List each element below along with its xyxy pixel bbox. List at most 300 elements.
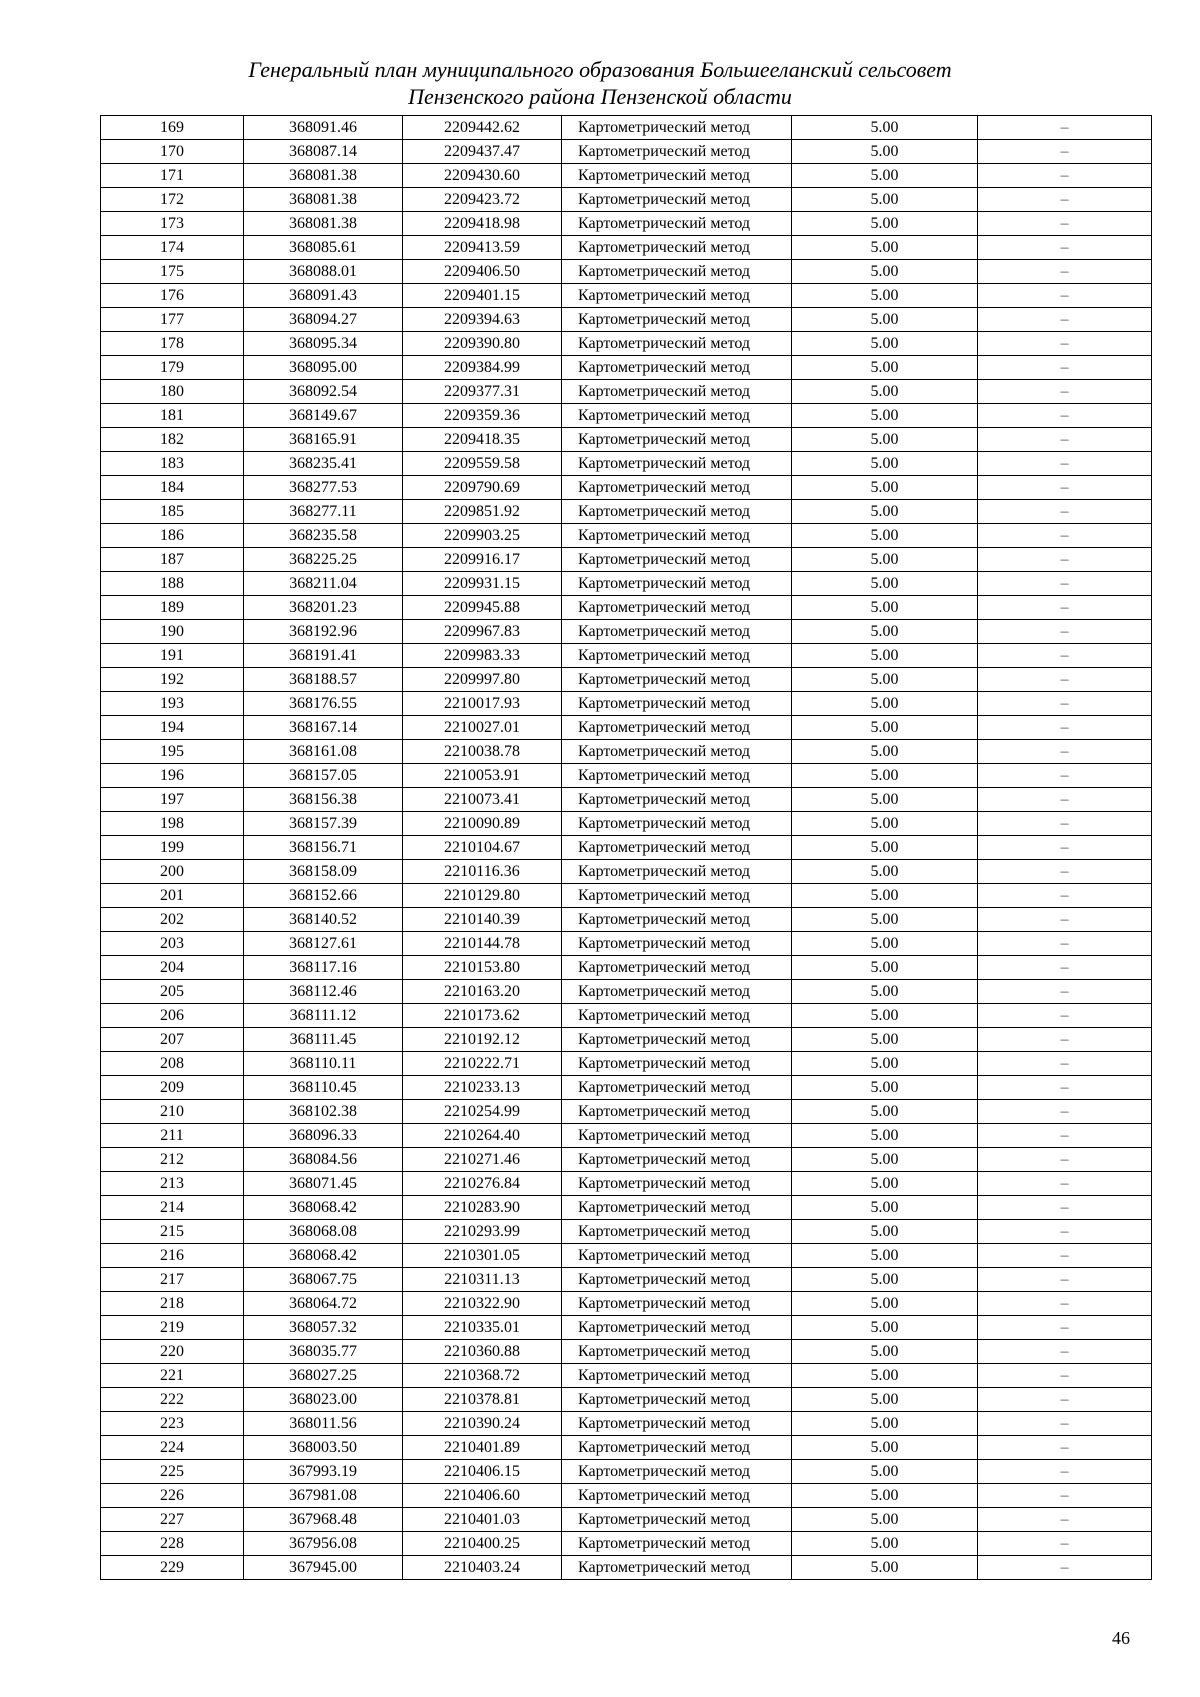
table-row [101, 932, 1152, 956]
accuracy-cell: 5.00 [792, 908, 978, 932]
x-coordinate-cell: 368149.67 [244, 404, 403, 428]
accuracy-cell: 5.00 [792, 1460, 978, 1484]
point-number-cell: 193 [101, 692, 244, 716]
table-row [101, 740, 1152, 764]
x-coordinate-cell: 368140.52 [244, 908, 403, 932]
y-coordinate-cell: 2210222.71 [403, 1052, 562, 1076]
accuracy-cell: 5.00 [792, 1028, 978, 1052]
table-row [101, 1556, 1152, 1580]
note-cell: – [978, 500, 1152, 524]
point-number-cell: 201 [101, 884, 244, 908]
point-number-cell: 214 [101, 1196, 244, 1220]
point-number-cell: 208 [101, 1052, 244, 1076]
method-cell: Картометрический метод [562, 1388, 792, 1412]
note-cell: – [978, 284, 1152, 308]
method-cell: Картометрический метод [562, 644, 792, 668]
point-number-cell: 207 [101, 1028, 244, 1052]
note-cell: – [978, 812, 1152, 836]
table-row [101, 236, 1152, 260]
accuracy-cell: 5.00 [792, 1244, 978, 1268]
table-row [101, 908, 1152, 932]
x-coordinate-cell: 368027.25 [244, 1364, 403, 1388]
table-row [101, 1364, 1152, 1388]
y-coordinate-cell: 2210378.81 [403, 1388, 562, 1412]
note-cell: – [978, 1292, 1152, 1316]
x-coordinate-cell: 368111.12 [244, 1004, 403, 1028]
table-row [101, 1076, 1152, 1100]
accuracy-cell: 5.00 [792, 404, 978, 428]
point-number-cell: 180 [101, 380, 244, 404]
accuracy-cell: 5.00 [792, 260, 978, 284]
x-coordinate-cell: 368211.04 [244, 572, 403, 596]
accuracy-cell: 5.00 [792, 1052, 978, 1076]
accuracy-cell: 5.00 [792, 380, 978, 404]
accuracy-cell: 5.00 [792, 956, 978, 980]
note-cell: – [978, 1508, 1152, 1532]
note-cell: – [978, 860, 1152, 884]
method-cell: Картометрический метод [562, 596, 792, 620]
point-number-cell: 228 [101, 1532, 244, 1556]
method-cell: Картометрический метод [562, 188, 792, 212]
point-number-cell: 225 [101, 1460, 244, 1484]
table-row [101, 1052, 1152, 1076]
y-coordinate-cell: 2209559.58 [403, 452, 562, 476]
accuracy-cell: 5.00 [792, 1196, 978, 1220]
point-number-cell: 192 [101, 668, 244, 692]
note-cell: – [978, 956, 1152, 980]
accuracy-cell: 5.00 [792, 1316, 978, 1340]
x-coordinate-cell: 368111.45 [244, 1028, 403, 1052]
table-row [101, 644, 1152, 668]
table-row [101, 476, 1152, 500]
point-number-cell: 196 [101, 764, 244, 788]
point-number-cell: 227 [101, 1508, 244, 1532]
x-coordinate-cell: 368156.71 [244, 836, 403, 860]
x-coordinate-cell: 368068.42 [244, 1196, 403, 1220]
accuracy-cell: 5.00 [792, 1556, 978, 1580]
note-cell: – [978, 1556, 1152, 1580]
table-row [101, 812, 1152, 836]
table-row [101, 500, 1152, 524]
method-cell: Картометрический метод [562, 1316, 792, 1340]
accuracy-cell: 5.00 [792, 476, 978, 500]
note-cell: – [978, 1220, 1152, 1244]
point-number-cell: 179 [101, 356, 244, 380]
y-coordinate-cell: 2209423.72 [403, 188, 562, 212]
table-row [101, 260, 1152, 284]
y-coordinate-cell: 2210053.91 [403, 764, 562, 788]
accuracy-cell: 5.00 [792, 140, 978, 164]
table-row [101, 1316, 1152, 1340]
table-row [101, 692, 1152, 716]
x-coordinate-cell: 368176.55 [244, 692, 403, 716]
table-row [101, 308, 1152, 332]
point-number-cell: 212 [101, 1148, 244, 1172]
method-cell: Картометрический метод [562, 740, 792, 764]
method-cell: Картометрический метод [562, 620, 792, 644]
y-coordinate-cell: 2210401.89 [403, 1436, 562, 1460]
x-coordinate-cell: 368081.38 [244, 164, 403, 188]
method-cell: Картометрический метод [562, 1556, 792, 1580]
y-coordinate-cell: 2209430.60 [403, 164, 562, 188]
method-cell: Картометрический метод [562, 1364, 792, 1388]
y-coordinate-cell: 2210283.90 [403, 1196, 562, 1220]
x-coordinate-cell: 367981.08 [244, 1484, 403, 1508]
x-coordinate-cell: 367993.19 [244, 1460, 403, 1484]
point-number-cell: 206 [101, 1004, 244, 1028]
note-cell: – [978, 1436, 1152, 1460]
y-coordinate-cell: 2209390.80 [403, 332, 562, 356]
table-row [101, 1340, 1152, 1364]
method-cell: Картометрический метод [562, 860, 792, 884]
point-number-cell: 199 [101, 836, 244, 860]
accuracy-cell: 5.00 [792, 1436, 978, 1460]
note-cell: – [978, 692, 1152, 716]
accuracy-cell: 5.00 [792, 1004, 978, 1028]
table-row [101, 452, 1152, 476]
y-coordinate-cell: 2210335.01 [403, 1316, 562, 1340]
point-number-cell: 181 [101, 404, 244, 428]
method-cell: Картометрический метод [562, 1508, 792, 1532]
method-cell: Картометрический метод [562, 716, 792, 740]
method-cell: Картометрический метод [562, 1412, 792, 1436]
accuracy-cell: 5.00 [792, 284, 978, 308]
point-number-cell: 209 [101, 1076, 244, 1100]
note-cell: – [978, 1100, 1152, 1124]
point-number-cell: 189 [101, 596, 244, 620]
point-number-cell: 170 [101, 140, 244, 164]
note-cell: – [978, 236, 1152, 260]
y-coordinate-cell: 2209406.50 [403, 260, 562, 284]
x-coordinate-cell: 368277.53 [244, 476, 403, 500]
method-cell: Картометрический метод [562, 884, 792, 908]
point-number-cell: 188 [101, 572, 244, 596]
note-cell: – [978, 164, 1152, 188]
method-cell: Картометрический метод [562, 1460, 792, 1484]
y-coordinate-cell: 2209903.25 [403, 524, 562, 548]
point-number-cell: 213 [101, 1172, 244, 1196]
y-coordinate-cell: 2210090.89 [403, 812, 562, 836]
table-row [101, 1220, 1152, 1244]
table-row [101, 1268, 1152, 1292]
accuracy-cell: 5.00 [792, 836, 978, 860]
point-number-cell: 177 [101, 308, 244, 332]
accuracy-cell: 5.00 [792, 212, 978, 236]
point-number-cell: 215 [101, 1220, 244, 1244]
note-cell: – [978, 572, 1152, 596]
x-coordinate-cell: 368068.42 [244, 1244, 403, 1268]
accuracy-cell: 5.00 [792, 188, 978, 212]
y-coordinate-cell: 2210311.13 [403, 1268, 562, 1292]
note-cell: – [978, 548, 1152, 572]
point-number-cell: 187 [101, 548, 244, 572]
x-coordinate-cell: 368161.08 [244, 740, 403, 764]
y-coordinate-cell: 2210293.99 [403, 1220, 562, 1244]
point-number-cell: 223 [101, 1412, 244, 1436]
table-row [101, 1100, 1152, 1124]
point-number-cell: 218 [101, 1292, 244, 1316]
method-cell: Картометрический метод [562, 356, 792, 380]
note-cell: – [978, 1268, 1152, 1292]
point-number-cell: 203 [101, 932, 244, 956]
method-cell: Картометрический метод [562, 1148, 792, 1172]
note-cell: – [978, 1076, 1152, 1100]
point-number-cell: 185 [101, 500, 244, 524]
note-cell: – [978, 1532, 1152, 1556]
x-coordinate-cell: 368188.57 [244, 668, 403, 692]
point-number-cell: 171 [101, 164, 244, 188]
accuracy-cell: 5.00 [792, 1100, 978, 1124]
method-cell: Картометрический метод [562, 788, 792, 812]
table-row [101, 1196, 1152, 1220]
accuracy-cell: 5.00 [792, 236, 978, 260]
table-row [101, 332, 1152, 356]
method-cell: Картометрический метод [562, 1100, 792, 1124]
x-coordinate-cell: 368201.23 [244, 596, 403, 620]
note-cell: – [978, 428, 1152, 452]
accuracy-cell: 5.00 [792, 524, 978, 548]
note-cell: – [978, 332, 1152, 356]
table-row [101, 860, 1152, 884]
note-cell: – [978, 620, 1152, 644]
x-coordinate-cell: 368003.50 [244, 1436, 403, 1460]
y-coordinate-cell: 2209851.92 [403, 500, 562, 524]
table-row [101, 164, 1152, 188]
method-cell: Картометрический метод [562, 260, 792, 284]
y-coordinate-cell: 2209931.15 [403, 572, 562, 596]
accuracy-cell: 5.00 [792, 116, 978, 140]
point-number-cell: 205 [101, 980, 244, 1004]
y-coordinate-cell: 2209967.83 [403, 620, 562, 644]
accuracy-cell: 5.00 [792, 812, 978, 836]
x-coordinate-cell: 368011.56 [244, 1412, 403, 1436]
x-coordinate-cell: 368095.34 [244, 332, 403, 356]
point-number-cell: 204 [101, 956, 244, 980]
method-cell: Картометрический метод [562, 812, 792, 836]
y-coordinate-cell: 2209418.98 [403, 212, 562, 236]
x-coordinate-cell: 368096.33 [244, 1124, 403, 1148]
y-coordinate-cell: 2210192.12 [403, 1028, 562, 1052]
accuracy-cell: 5.00 [792, 884, 978, 908]
method-cell: Картометрический метод [562, 572, 792, 596]
x-coordinate-cell: 368158.09 [244, 860, 403, 884]
x-coordinate-cell: 368087.14 [244, 140, 403, 164]
accuracy-cell: 5.00 [792, 1388, 978, 1412]
note-cell: – [978, 404, 1152, 428]
y-coordinate-cell: 2209384.99 [403, 356, 562, 380]
accuracy-cell: 5.00 [792, 596, 978, 620]
x-coordinate-cell: 368095.00 [244, 356, 403, 380]
table-row [101, 1124, 1152, 1148]
x-coordinate-cell: 368225.25 [244, 548, 403, 572]
x-coordinate-cell: 368167.14 [244, 716, 403, 740]
y-coordinate-cell: 2209413.59 [403, 236, 562, 260]
point-number-cell: 191 [101, 644, 244, 668]
x-coordinate-cell: 368068.08 [244, 1220, 403, 1244]
accuracy-cell: 5.00 [792, 1076, 978, 1100]
method-cell: Картометрический метод [562, 1268, 792, 1292]
accuracy-cell: 5.00 [792, 164, 978, 188]
note-cell: – [978, 596, 1152, 620]
y-coordinate-cell: 2210027.01 [403, 716, 562, 740]
method-cell: Картометрический метод [562, 1484, 792, 1508]
table-row [101, 428, 1152, 452]
point-number-cell: 169 [101, 116, 244, 140]
y-coordinate-cell: 2209916.17 [403, 548, 562, 572]
table-row [101, 788, 1152, 812]
x-coordinate-cell: 368064.72 [244, 1292, 403, 1316]
table-row [101, 140, 1152, 164]
point-number-cell: 210 [101, 1100, 244, 1124]
accuracy-cell: 5.00 [792, 1148, 978, 1172]
y-coordinate-cell: 2210163.20 [403, 980, 562, 1004]
method-cell: Картометрический метод [562, 1340, 792, 1364]
note-cell: – [978, 764, 1152, 788]
y-coordinate-cell: 2210406.15 [403, 1460, 562, 1484]
note-cell: – [978, 1244, 1152, 1268]
x-coordinate-cell: 368152.66 [244, 884, 403, 908]
x-coordinate-cell: 368091.43 [244, 284, 403, 308]
y-coordinate-cell: 2209437.47 [403, 140, 562, 164]
x-coordinate-cell: 368127.61 [244, 932, 403, 956]
point-number-cell: 172 [101, 188, 244, 212]
method-cell: Картометрический метод [562, 452, 792, 476]
table-row [101, 1148, 1152, 1172]
method-cell: Картометрический метод [562, 308, 792, 332]
note-cell: – [978, 452, 1152, 476]
table-row [101, 884, 1152, 908]
x-coordinate-cell: 368277.11 [244, 500, 403, 524]
note-cell: – [978, 884, 1152, 908]
point-number-cell: 184 [101, 476, 244, 500]
y-coordinate-cell: 2210406.60 [403, 1484, 562, 1508]
x-coordinate-cell: 368157.05 [244, 764, 403, 788]
note-cell: – [978, 1052, 1152, 1076]
x-coordinate-cell: 368035.77 [244, 1340, 403, 1364]
y-coordinate-cell: 2210233.13 [403, 1076, 562, 1100]
method-cell: Картометрический метод [562, 164, 792, 188]
table-row [101, 404, 1152, 428]
table-row [101, 1460, 1152, 1484]
x-coordinate-cell: 368085.61 [244, 236, 403, 260]
document-header [0, 56, 1200, 110]
x-coordinate-cell: 368110.11 [244, 1052, 403, 1076]
method-cell: Картометрический метод [562, 116, 792, 140]
method-cell: Картометрический метод [562, 1244, 792, 1268]
table-row [101, 284, 1152, 308]
accuracy-cell: 5.00 [792, 1412, 978, 1436]
y-coordinate-cell: 2209377.31 [403, 380, 562, 404]
note-cell: – [978, 524, 1152, 548]
point-number-cell: 221 [101, 1364, 244, 1388]
note-cell: – [978, 1364, 1152, 1388]
x-coordinate-cell: 368110.45 [244, 1076, 403, 1100]
point-number-cell: 211 [101, 1124, 244, 1148]
point-number-cell: 202 [101, 908, 244, 932]
point-number-cell: 173 [101, 212, 244, 236]
y-coordinate-cell: 2210104.67 [403, 836, 562, 860]
accuracy-cell: 5.00 [792, 1220, 978, 1244]
note-cell: – [978, 1124, 1152, 1148]
note-cell: – [978, 908, 1152, 932]
table-row [101, 620, 1152, 644]
x-coordinate-cell: 368165.91 [244, 428, 403, 452]
accuracy-cell: 5.00 [792, 668, 978, 692]
note-cell: – [978, 188, 1152, 212]
y-coordinate-cell: 2210400.25 [403, 1532, 562, 1556]
y-coordinate-cell: 2209442.62 [403, 116, 562, 140]
y-coordinate-cell: 2210038.78 [403, 740, 562, 764]
x-coordinate-cell: 368067.75 [244, 1268, 403, 1292]
point-number-cell: 229 [101, 1556, 244, 1580]
accuracy-cell: 5.00 [792, 980, 978, 1004]
x-coordinate-cell: 368091.46 [244, 116, 403, 140]
note-cell: – [978, 260, 1152, 284]
note-cell: – [978, 668, 1152, 692]
method-cell: Картометрический метод [562, 1076, 792, 1100]
note-cell: – [978, 836, 1152, 860]
table-row [101, 356, 1152, 380]
point-number-cell: 217 [101, 1268, 244, 1292]
x-coordinate-cell: 367956.08 [244, 1532, 403, 1556]
note-cell: – [978, 1004, 1152, 1028]
y-coordinate-cell: 2210254.99 [403, 1100, 562, 1124]
table-row [101, 764, 1152, 788]
x-coordinate-cell: 368023.00 [244, 1388, 403, 1412]
method-cell: Картометрический метод [562, 1028, 792, 1052]
y-coordinate-cell: 2210301.05 [403, 1244, 562, 1268]
x-coordinate-cell: 368094.27 [244, 308, 403, 332]
header-line-1: Генеральный план муниципального образования Большееланский сельсовет [248, 57, 952, 82]
accuracy-cell: 5.00 [792, 932, 978, 956]
accuracy-cell: 5.00 [792, 716, 978, 740]
table-row [101, 1484, 1152, 1508]
accuracy-cell: 5.00 [792, 1340, 978, 1364]
y-coordinate-cell: 2210401.03 [403, 1508, 562, 1532]
note-cell: – [978, 1388, 1152, 1412]
y-coordinate-cell: 2210153.80 [403, 956, 562, 980]
accuracy-cell: 5.00 [792, 1268, 978, 1292]
method-cell: Картометрический метод [562, 1004, 792, 1028]
accuracy-cell: 5.00 [792, 692, 978, 716]
point-number-cell: 186 [101, 524, 244, 548]
note-cell: – [978, 932, 1152, 956]
accuracy-cell: 5.00 [792, 500, 978, 524]
method-cell: Картометрический метод [562, 764, 792, 788]
note-cell: – [978, 740, 1152, 764]
table-row [101, 548, 1152, 572]
table-row [101, 212, 1152, 236]
table-row [101, 1532, 1152, 1556]
y-coordinate-cell: 2210129.80 [403, 884, 562, 908]
accuracy-cell: 5.00 [792, 428, 978, 452]
table-row [101, 116, 1152, 140]
table-row [101, 1292, 1152, 1316]
accuracy-cell: 5.00 [792, 764, 978, 788]
page-number: 46 [1112, 1628, 1130, 1648]
y-coordinate-cell: 2210271.46 [403, 1148, 562, 1172]
accuracy-cell: 5.00 [792, 548, 978, 572]
point-number-cell: 175 [101, 260, 244, 284]
y-coordinate-cell: 2210073.41 [403, 788, 562, 812]
method-cell: Картометрический метод [562, 692, 792, 716]
method-cell: Картометрический метод [562, 1052, 792, 1076]
y-coordinate-cell: 2209394.63 [403, 308, 562, 332]
x-coordinate-cell: 368235.58 [244, 524, 403, 548]
y-coordinate-cell: 2209401.15 [403, 284, 562, 308]
note-cell: – [978, 1316, 1152, 1340]
header-line-2: Пензенского района Пензенской области [408, 84, 792, 109]
